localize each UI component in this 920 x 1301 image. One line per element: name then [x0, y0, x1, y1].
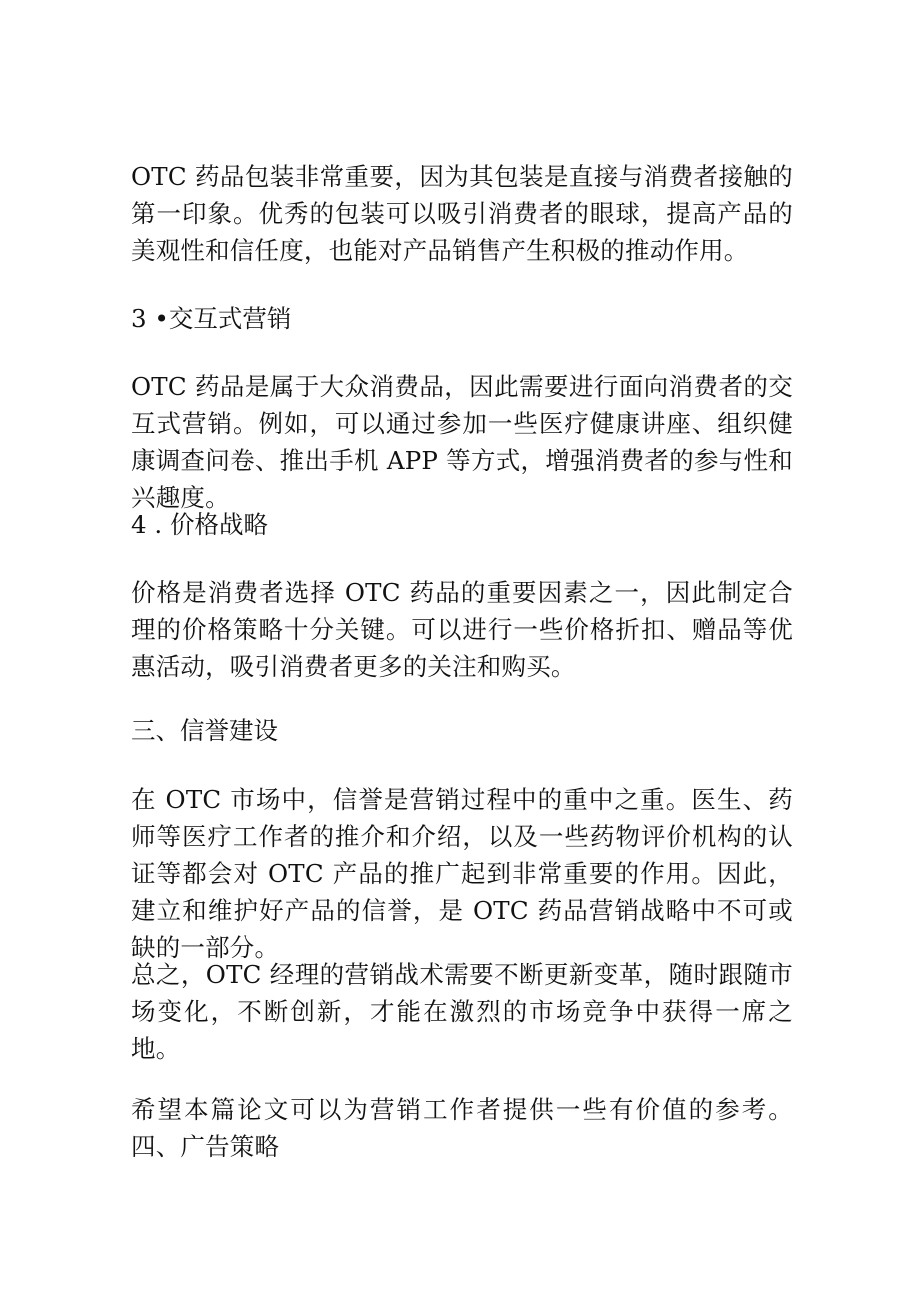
paragraph-interactive-marketing: OTC 药品是属于大众消费品，因此需要进行面向消费者的交互式营销。例如，可以通过参加一些医疗健康讲座、组织健康调查问卷、推出手机 APP 等方式，增强消费者的参与性和兴趣度。 [131, 372, 793, 512]
paragraph-price-strategy: 价格是消费者选择 OTC 药品的重要因素之一，因此制定合理的价格策略十分关键。可以进行一些价格折扣、赠品等优惠活动，吸引消费者更多的关注和购买。 [131, 578, 793, 681]
paragraph-reputation-building: 在 OTC 市场中，信誉是营销过程中的重中之重。医生、药师等医疗工作者的推介和介绍，以及一些药物评价机构的认证等都会对 OTC 产品的推广起到非常重要的作用。因此，建立和维护好产品的信誉，是 OTC 药品营销战略中不可或缺的一部分。 [131, 785, 793, 962]
paragraph-packaging: OTC 药品包装非常重要，因为其包装是直接与消费者接触的第一印象。优秀的包装可以吸引消费者的眼球，提高产品的美观性和信任度，也能对产品销售产生积极的推动作用。 [131, 162, 793, 265]
heading-interactive-marketing: 3 •交互式营销 [131, 304, 292, 333]
paragraph-closing: 希望本篇论文可以为营销工作者提供一些有价值的参考。四、广告策略 [131, 1095, 793, 1161]
heading-price-strategy: 4 . 价格战略 [131, 510, 268, 539]
heading-reputation-building: 三、信誉建设 [131, 716, 278, 745]
paragraph-summary: 总之，OTC 经理的营销战术需要不断更新变革，随时跟随市场变化，不断创新，才能在激烈的市场竞争中获得一席之地。 [131, 960, 793, 1063]
